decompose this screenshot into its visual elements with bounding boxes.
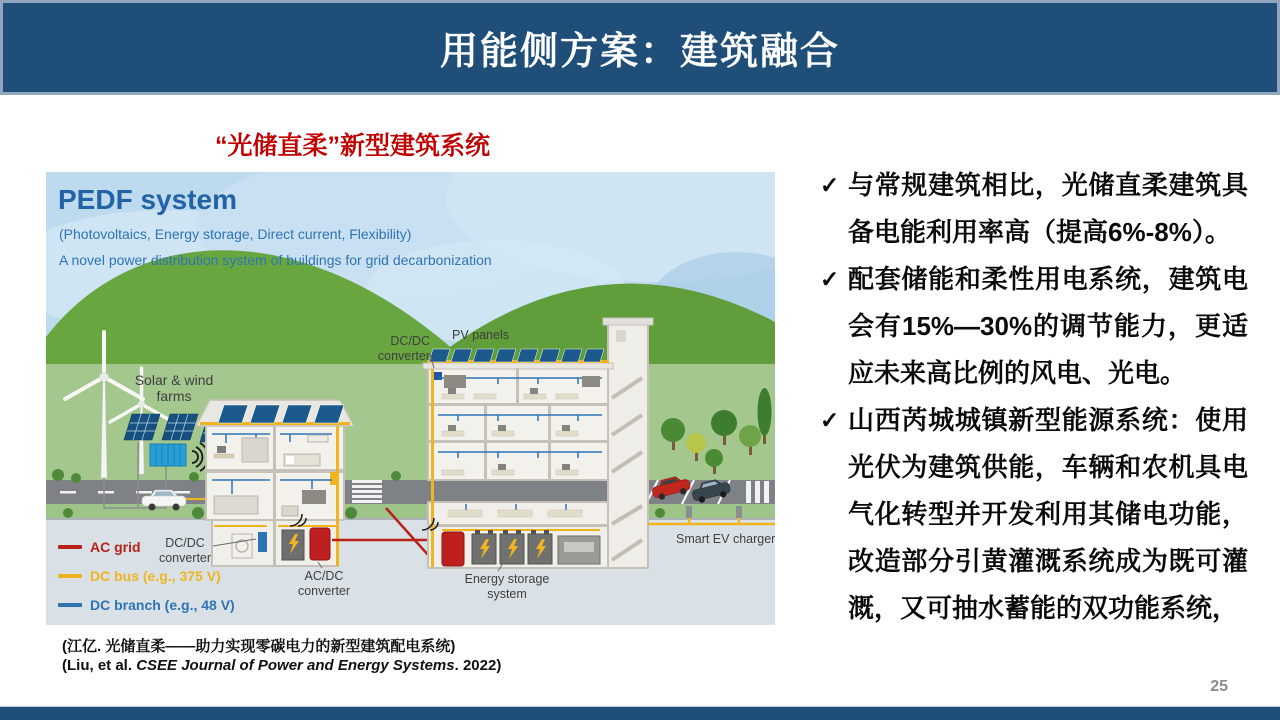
- label-acdc-converter: AC/DC converter: [297, 569, 351, 598]
- ground-line: [46, 518, 775, 520]
- bullet-text: 山西芮城城镇新型能源系统：使用光伏为建筑供能，车辆和农机具电气化转型并开发利用其储电功能，改造部分引黄灌溉系统成为既可灌溉，又可抽水蓄能的双功能系统，: [848, 405, 1248, 623]
- figure-subtitle-2: A novel power distribution system of buildings for grid decarbonization: [59, 252, 492, 268]
- page-number: 25: [1210, 678, 1228, 695]
- dcdc-converter-box: [258, 532, 267, 552]
- bullet-item: [820, 256, 1248, 397]
- citation-line-2: (Liu, et al. CSEE Journal of Power and Energy Systems. 2022): [62, 657, 502, 674]
- acdc-converter-icon: [442, 532, 464, 566]
- bullet-text: 与常规建筑相比，光储直柔建筑具备电能利用率高（提高6%-8%）。: [848, 170, 1248, 247]
- bullet-item: [820, 162, 1248, 256]
- slide-footer: [0, 706, 1280, 720]
- label-dcdc-converter-top: DC/DC converter: [377, 334, 430, 363]
- bullet-text: 配套储能和柔性用电系统，建筑电会有15%—30%的调节能力，更适应未来高比例的风电、光电。: [848, 264, 1248, 388]
- check-icon: ✓: [820, 172, 840, 198]
- slide-header: [0, 0, 1280, 95]
- dc-branch-swatch: [58, 603, 82, 607]
- label-smart-ev-charger: Smart EV charger: [676, 532, 775, 546]
- stairwell-tower: [608, 322, 648, 568]
- battery-bank-icon: [472, 530, 552, 564]
- check-icon: ✓: [820, 266, 840, 292]
- journal-name: CSEE Journal of Power and Energy Systems: [136, 657, 455, 674]
- legend-label: DC bus (e.g., 375 V): [90, 567, 221, 584]
- legend-row-ac-grid: [58, 532, 235, 561]
- figure-subtitle-1: (Photovoltaics, Energy storage, Direct current, Flexibility): [59, 226, 412, 242]
- label-pv-panels: PV panels: [452, 328, 509, 342]
- citation-line-1: (江亿. 光储直柔——助力实现零碳电力的新型建筑配电系统): [62, 638, 456, 655]
- dc-bus-swatch: [58, 574, 82, 578]
- check-icon: ✓: [820, 407, 840, 433]
- label-energy-storage-system: Energy storage system: [464, 572, 550, 601]
- acdc-converter-icon: [310, 528, 330, 560]
- legend-row-dc-branch: [58, 590, 235, 619]
- citation: [62, 637, 501, 675]
- ac-grid-swatch: [58, 545, 82, 549]
- pedf-figure: [46, 172, 775, 625]
- dc-bus-line: [431, 369, 434, 567]
- legend-row-dc-bus: [58, 561, 235, 590]
- dcdc-converter-box: [434, 372, 442, 380]
- legend-label: AC grid: [90, 538, 141, 555]
- label-dcdc-converter-bottom: DC/DC converter: [158, 536, 212, 565]
- page-title: 用能侧方案：建筑融合: [439, 31, 840, 73]
- ev-charger-icon: [736, 506, 742, 518]
- dc-bus-line: [336, 426, 339, 566]
- ev-charger-icon: [686, 506, 692, 518]
- container-storage-icon: [150, 444, 186, 466]
- section-subtitle: “光储直柔”新型建筑系统: [215, 132, 491, 160]
- bullet-item: [820, 397, 1248, 632]
- bullet-list: [820, 162, 1248, 632]
- figure-title: PEDF system: [58, 184, 237, 215]
- figure-legend: [58, 532, 235, 619]
- legend-label: DC branch (e.g., 48 V): [90, 596, 235, 613]
- label-solar-wind-farms: Solar & wind farms: [134, 372, 214, 404]
